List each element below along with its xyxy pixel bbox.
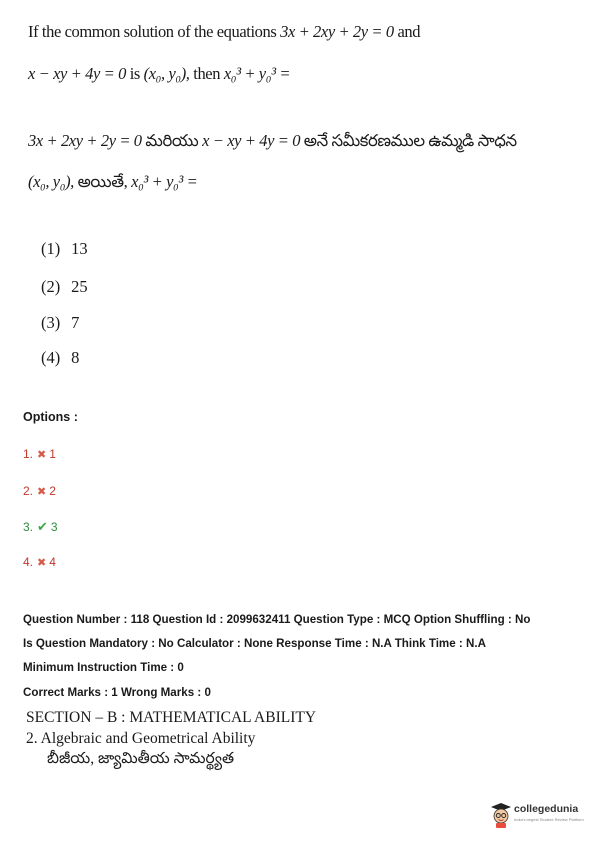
- question-meta-line-3: Minimum Instruction Time : 0: [23, 661, 184, 674]
- option-value: 7: [71, 313, 80, 332]
- option-2[interactable]: [23, 484, 56, 498]
- collegedunia-logo: [490, 800, 584, 834]
- equation-1: 3x + 2xy + 2y = 0: [28, 131, 142, 150]
- cross-icon: ✖: [37, 449, 47, 461]
- option-3[interactable]: [23, 519, 58, 535]
- solution-pair: (x₀, y₀),: [28, 172, 74, 191]
- section-title: SECTION – B : MATHEMATICAL ABILITY: [26, 709, 317, 726]
- cross-icon: ✖: [37, 486, 47, 498]
- option-value: 1: [49, 447, 56, 461]
- option-4[interactable]: [23, 555, 56, 569]
- question-text: is: [129, 64, 140, 83]
- question-text: అయితే,: [77, 172, 128, 191]
- logo-wordmark: collegedunia: [514, 803, 579, 815]
- question-text: If the common solution of the equations: [28, 22, 277, 41]
- options-label: Options :: [23, 410, 78, 424]
- image-option-1: [41, 239, 88, 259]
- graduate-mascot-icon: [490, 802, 512, 828]
- option-value: 25: [71, 277, 88, 296]
- option-number: 4.: [23, 555, 34, 569]
- image-option-4: [41, 348, 79, 368]
- question-meta-line-2: Is Question Mandatory : No Calculator : None Response Time : N.A Think Time : N.A: [23, 637, 486, 650]
- option-number: (3): [41, 313, 61, 332]
- equation-2: x − xy + 4y = 0: [28, 64, 126, 83]
- option-value: 3: [50, 520, 58, 534]
- question-text: అనే సమీకరణముల ఉమ్మడి సాధన: [303, 131, 517, 150]
- question-te-line-1: [28, 131, 517, 154]
- option-number: 3.: [23, 520, 34, 534]
- option-value: 2: [49, 484, 56, 498]
- image-option-2: [41, 277, 88, 297]
- section-subtitle-te: బీజీయ, జ్యామితీయ సామర్థ్యత: [47, 750, 235, 767]
- target-expression: x₀³ + y₀³ =: [223, 64, 291, 83]
- solution-pair: (x₀, y₀),: [143, 64, 190, 83]
- question-meta-line-1: Question Number : 118 Question Id : 2099632411 Question Type : MCQ Option Shuffling : No: [23, 613, 531, 626]
- question-en-line-2: [28, 64, 290, 84]
- question-en-line-1: [28, 22, 420, 42]
- conjunction: మరియు: [145, 131, 199, 150]
- option-value: 4: [49, 555, 56, 569]
- logo-tagline: India's largest Student Review Platform: [514, 817, 584, 822]
- conjunction: and: [397, 22, 421, 41]
- image-option-3: [41, 313, 79, 333]
- option-number: 1.: [23, 447, 34, 461]
- option-number: (4): [41, 348, 61, 367]
- equation-2: x − xy + 4y = 0: [202, 131, 301, 150]
- question-te-line-2: [28, 172, 197, 195]
- option-number: (2): [41, 277, 61, 296]
- cross-icon: ✖: [37, 557, 47, 569]
- question-meta-line-4: Correct Marks : 1 Wrong Marks : 0: [23, 686, 211, 699]
- section-subtitle-en: 2. Algebraic and Geometrical Ability: [26, 730, 256, 747]
- option-value: 8: [71, 348, 80, 367]
- option-number: 2.: [23, 484, 34, 498]
- equation-1: 3x + 2xy + 2y = 0: [280, 22, 394, 41]
- target-expression: x₀³ + y₀³ =: [131, 172, 198, 191]
- option-number: (1): [41, 239, 61, 258]
- question-text: then: [193, 64, 221, 83]
- option-1[interactable]: [23, 447, 56, 461]
- option-value: 13: [71, 239, 88, 258]
- check-icon: ✔: [37, 519, 48, 534]
